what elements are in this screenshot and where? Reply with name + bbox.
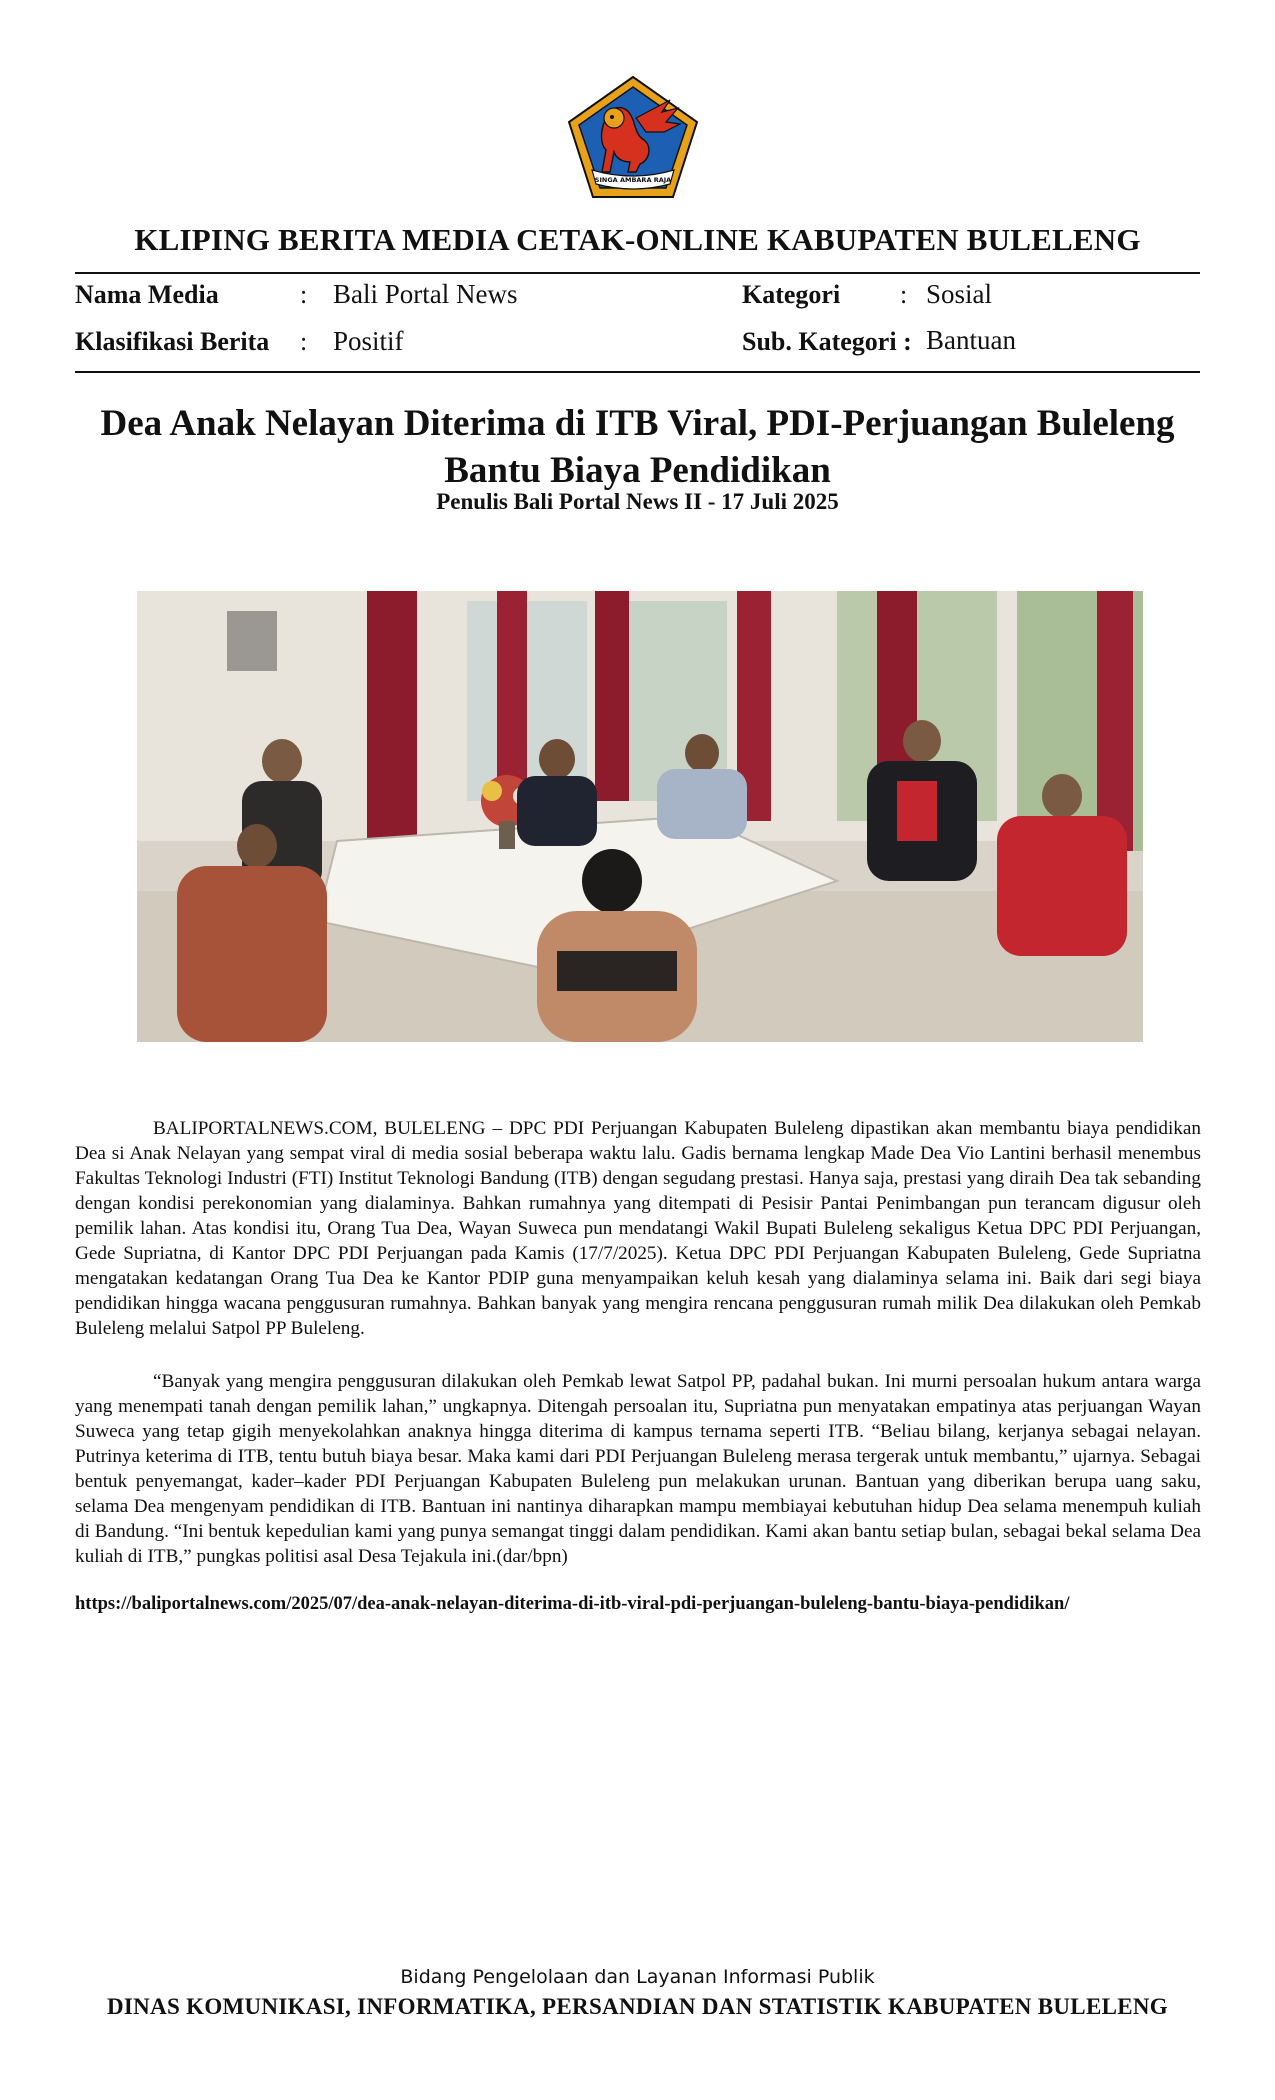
source-link[interactable]: https://baliportalnews.com/2025/07/dea-anak-nelayan-diterima-di-itb-viral-pdi-perjuangan-buleleng-bantu-biaya-pendidikan/ bbox=[75, 1594, 1070, 1614]
article-byline: Penulis Bali Portal News II - 17 Juli 2025 bbox=[436, 489, 839, 514]
buleleng-emblem-icon bbox=[566, 74, 700, 200]
subcategory-value: Bantuan bbox=[926, 325, 1016, 355]
classification-colon: : bbox=[300, 327, 308, 356]
article-photo bbox=[137, 591, 1143, 1042]
article-headline: Dea Anak Nelayan Diterima di ITB Viral, PDI-Perjuangan Buleleng Bantu Biaya Pendidikan bbox=[100, 403, 1175, 491]
media-colon: : bbox=[300, 280, 308, 309]
category-colon: : bbox=[900, 280, 908, 309]
category-value: Sosial bbox=[926, 279, 993, 309]
header-divider-bottom bbox=[75, 371, 1200, 373]
media-label: Nama Media bbox=[75, 280, 219, 309]
category-label: Kategori bbox=[742, 280, 841, 309]
classification-value: Positif bbox=[333, 326, 404, 356]
header-divider-top bbox=[75, 272, 1200, 274]
subcategory-label: Sub. Kategori : bbox=[742, 327, 912, 356]
footer-department: Bidang Pengelolaan dan Layanan Informasi Publik bbox=[400, 1966, 875, 1988]
footer-agency: DINAS KOMUNIKASI, INFORMATIKA, PERSANDIAN DAN STATISTIK KABUPATEN BULELENG bbox=[107, 1994, 1168, 2019]
article-paragraph: BALIPORTALNEWS.COM, BULELENG – DPC PDI Perjuangan Kabupaten Buleleng dipastikan akan membantu biaya pendidikan Dea si Anak Nelayan yang sempat viral di media sosial beberapa waktu lalu. Gadis bernama lengkap Made Dea Vio Lantini berhasil menembus Fakultas Teknologi Industri (FTI) Institut Teknologi Bandung (ITB) dengan segudang prestasi. Hanya saja, prestasi yang diraih Dea tak sebanding dengan kondisi perekonomian yang dialaminya. Bahkan rumahnya yang ditempati di Pesisir Pantai Penimbangan pun terancam digusur oleh pemilik lahan. Atas kondisi itu, Orang Tua Dea, Wayan Suweca pun mendatangi Wakil Bupati Buleleng sekaligus Ketua DPC PDI Perjuangan, Gede Supriatna, di Kantor DPC PDI Perjuangan pada Kamis (17/7/2025). Ketua DPC PDI Perjuangan Kabupaten Buleleng, Gede Supriatna mengatakan kedatangan Orang Tua Dea ke Kantor PDIP guna menyampaikan keluh kesah yang dialaminya selama ini. Baik dari segi biaya pendidikan hingga wacana penggusuran rumahnya. Bahkan banyak yang mengira rencana penggusuran rumah milik Dea dilakukan oleh Pemkab Buleleng melalui Satpol PP Buleleng. bbox=[75, 1118, 1201, 1339]
classification-label: Klasifikasi Berita bbox=[75, 327, 270, 356]
article-paragraph: “Banyak yang mengira penggusuran dilakukan oleh Pemkab lewat Satpol PP, padahal bukan. Ini murni persoalan hukum antara warga yang menempati tanah dengan pemilik lahan,” ungkapnya. Ditengah persoalan itu, Supriatna pun menyatakan empatinya atas perjuangan Wayan Suweca yang tetap gigih menyekolahkan anaknya hingga diterima di kampus ternama seperti ITB. “Beliau bilang, kerjanya sebagai nelayan. Putrinya keterima di ITB, tentu butuh biaya besar. Maka kami dari PDI Perjuangan Buleleng merasa tergerak untuk membantu,” ujarnya. Sebagai bentuk penyemangat, kader–kader PDI Perjuangan Kabupaten Buleleng pun melakukan urunan. Bantuan yang diberikan berupa uang saku, selama Dea mengenyam pendidikan di ITB. Bantuan ini nantinya diharapkan mampu membiayai kebutuhan hidup Dea selama menempuh kuliah di Bandung. “Ini bentuk kepedulian kami yang punya semangat tinggi dalam pendidikan. Kami akan bantu setiap bulan, sebagai bekal selama Dea kuliah di ITB,” pungkas politisi asal Desa Tejakula ini.(dar/bpn) bbox=[75, 1371, 1201, 1567]
buleleng-emblem bbox=[566, 74, 700, 200]
emblem-motto: SINGA AMBARA RAJA bbox=[594, 176, 672, 184]
document-title: KLIPING BERITA MEDIA CETAK-ONLINE KABUPATEN BULELENG bbox=[134, 222, 1141, 257]
media-value: Bali Portal News bbox=[333, 279, 518, 309]
